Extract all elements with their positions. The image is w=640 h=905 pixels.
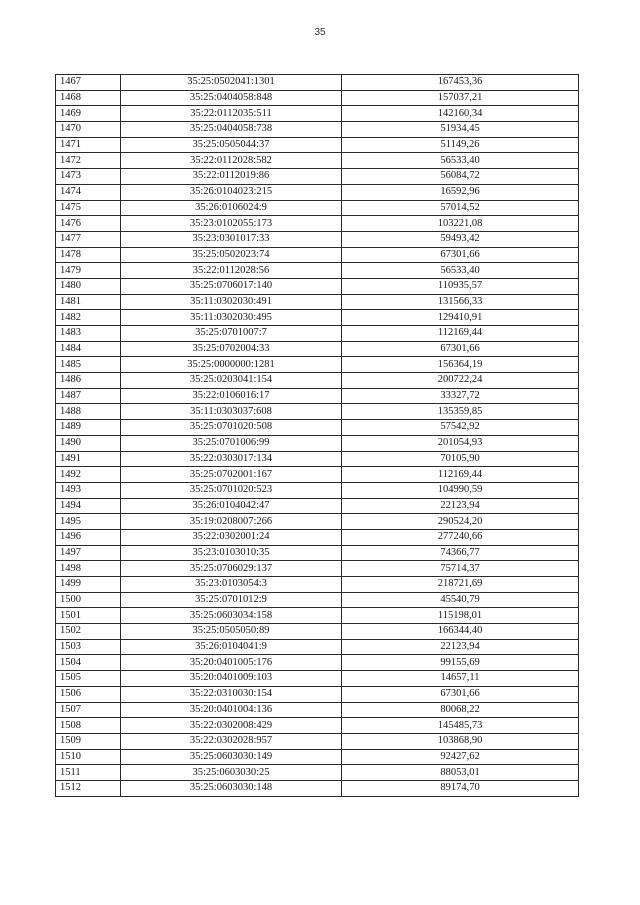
table-row [56, 608, 579, 624]
table-row [56, 278, 579, 294]
row-number-cell: 1505 [56, 671, 121, 687]
value-cell: 145485,73 [342, 718, 579, 734]
cadastral-number-cell: 35:22:0112019:86 [121, 169, 342, 185]
cadastral-number-cell: 35:25:0505044:37 [121, 137, 342, 153]
cadastral-number-cell: 35:22:0303017:134 [121, 451, 342, 467]
row-number-cell: 1502 [56, 624, 121, 640]
value-cell: 201054,93 [342, 435, 579, 451]
value-cell: 156364,19 [342, 357, 579, 373]
value-cell: 166344,40 [342, 624, 579, 640]
value-cell: 167453,36 [342, 75, 579, 91]
table-row [56, 545, 579, 561]
cadastral-number-cell: 35:25:0603030:148 [121, 780, 342, 796]
value-cell: 67301,66 [342, 341, 579, 357]
cadastral-number-cell: 35:22:0106016:17 [121, 388, 342, 404]
row-number-cell: 1484 [56, 341, 121, 357]
value-cell: 131566,33 [342, 294, 579, 310]
table-row [56, 388, 579, 404]
row-number-cell: 1503 [56, 639, 121, 655]
table-row [56, 420, 579, 436]
value-cell: 22123,94 [342, 639, 579, 655]
row-number-cell: 1508 [56, 718, 121, 734]
row-number-cell: 1491 [56, 451, 121, 467]
cadastral-number-cell: 35:25:0706017:140 [121, 278, 342, 294]
table-row [56, 153, 579, 169]
value-cell: 103221,08 [342, 216, 579, 232]
table-row [56, 75, 579, 91]
row-number-cell: 1486 [56, 373, 121, 389]
table-row [56, 686, 579, 702]
table-row [56, 733, 579, 749]
value-cell: 57542,92 [342, 420, 579, 436]
row-number-cell: 1499 [56, 577, 121, 593]
table-row [56, 310, 579, 326]
row-number-cell: 1467 [56, 75, 121, 91]
table-row [56, 247, 579, 263]
cadastral-number-cell: 35:26:0104042:47 [121, 498, 342, 514]
cadastral-number-cell: 35:25:0701007:7 [121, 326, 342, 342]
table-row [56, 326, 579, 342]
row-number-cell: 1494 [56, 498, 121, 514]
value-cell: 16592,96 [342, 184, 579, 200]
table-row [56, 90, 579, 106]
cadastral-number-cell: 35:25:0706029:137 [121, 561, 342, 577]
cadastral-number-cell: 35:26:0106024:9 [121, 200, 342, 216]
cadastral-number-cell: 35:11:0302030:491 [121, 294, 342, 310]
row-number-cell: 1480 [56, 278, 121, 294]
table-row [56, 373, 579, 389]
value-cell: 57014,52 [342, 200, 579, 216]
row-number-cell: 1492 [56, 467, 121, 483]
value-cell: 56533,40 [342, 263, 579, 279]
cadastral-number-cell: 35:25:0404058:738 [121, 122, 342, 138]
cadastral-number-cell: 35:25:0701020:523 [121, 482, 342, 498]
cadastral-number-cell: 35:20:0401009:103 [121, 671, 342, 687]
value-cell: 22123,94 [342, 498, 579, 514]
row-number-cell: 1501 [56, 608, 121, 624]
cadastral-number-cell: 35:22:0302008:429 [121, 718, 342, 734]
table-row [56, 169, 579, 185]
value-cell: 103868,90 [342, 733, 579, 749]
table-row [56, 106, 579, 122]
value-cell: 115198,01 [342, 608, 579, 624]
cadastral-number-cell: 35:22:0310030:154 [121, 686, 342, 702]
cadastral-number-cell: 35:25:0603030:149 [121, 749, 342, 765]
value-cell: 104990,59 [342, 482, 579, 498]
value-cell: 89174,70 [342, 780, 579, 796]
row-number-cell: 1496 [56, 529, 121, 545]
page-number: 35 [314, 27, 326, 38]
cadastral-number-cell: 35:25:0702004:33 [121, 341, 342, 357]
row-number-cell: 1498 [56, 561, 121, 577]
value-cell: 80068,22 [342, 702, 579, 718]
row-number-cell: 1477 [56, 231, 121, 247]
table-row [56, 765, 579, 781]
value-cell: 74366,77 [342, 545, 579, 561]
cadastral-number-cell: 35:25:0702001:167 [121, 467, 342, 483]
table-row [56, 780, 579, 796]
row-number-cell: 1468 [56, 90, 121, 106]
row-number-cell: 1474 [56, 184, 121, 200]
table-row [56, 184, 579, 200]
cadastral-number-cell: 35:25:0701012:9 [121, 592, 342, 608]
value-cell: 277240,66 [342, 529, 579, 545]
row-number-cell: 1475 [56, 200, 121, 216]
row-number-cell: 1472 [56, 153, 121, 169]
table-row [56, 294, 579, 310]
row-number-cell: 1490 [56, 435, 121, 451]
cadastral-number-cell: 35:26:0104041:9 [121, 639, 342, 655]
cadastral-number-cell: 35:25:0404058:848 [121, 90, 342, 106]
value-cell: 200722,24 [342, 373, 579, 389]
cadastral-number-cell: 35:22:0112028:582 [121, 153, 342, 169]
cadastral-number-cell: 35:25:0203041:154 [121, 373, 342, 389]
value-cell: 92427,62 [342, 749, 579, 765]
row-number-cell: 1470 [56, 122, 121, 138]
value-cell: 51149,26 [342, 137, 579, 153]
cadastral-number-cell: 35:23:0103054:3 [121, 577, 342, 593]
value-cell: 129410,91 [342, 310, 579, 326]
value-cell: 112169,44 [342, 467, 579, 483]
row-number-cell: 1471 [56, 137, 121, 153]
cadastral-number-cell: 35:19:0208007:266 [121, 514, 342, 530]
table-row [56, 592, 579, 608]
table-row [56, 561, 579, 577]
cadastral-number-cell: 35:25:0701006:99 [121, 435, 342, 451]
cadastral-number-cell: 35:25:0502041:1301 [121, 75, 342, 91]
table-row [56, 122, 579, 138]
value-cell: 290524,20 [342, 514, 579, 530]
value-cell: 51934,45 [342, 122, 579, 138]
row-number-cell: 1489 [56, 420, 121, 436]
row-number-cell: 1479 [56, 263, 121, 279]
table-row [56, 671, 579, 687]
cadastral-number-cell: 35:25:0701020:508 [121, 420, 342, 436]
table-row [56, 655, 579, 671]
table-row [56, 702, 579, 718]
cadastral-number-cell: 35:25:0502023:74 [121, 247, 342, 263]
cadastral-number-cell: 35:25:0603034:158 [121, 608, 342, 624]
value-cell: 75714,37 [342, 561, 579, 577]
row-number-cell: 1504 [56, 655, 121, 671]
row-number-cell: 1469 [56, 106, 121, 122]
value-cell: 110935,57 [342, 278, 579, 294]
cadastral-number-cell: 35:22:0112035:511 [121, 106, 342, 122]
table-row [56, 482, 579, 498]
table-row [56, 451, 579, 467]
cadastral-number-cell: 35:23:0301017:33 [121, 231, 342, 247]
cadastral-number-cell: 35:23:0102055:173 [121, 216, 342, 232]
row-number-cell: 1500 [56, 592, 121, 608]
value-cell: 56533,40 [342, 153, 579, 169]
table-row [56, 514, 579, 530]
cadastral-number-cell: 35:11:0302030:495 [121, 310, 342, 326]
cadastral-number-cell: 35:22:0302028:957 [121, 733, 342, 749]
table-row [56, 577, 579, 593]
row-number-cell: 1506 [56, 686, 121, 702]
cadastral-number-cell: 35:23:0103010:35 [121, 545, 342, 561]
row-number-cell: 1507 [56, 702, 121, 718]
table-row [56, 263, 579, 279]
value-cell: 88053,01 [342, 765, 579, 781]
table-row [56, 749, 579, 765]
row-number-cell: 1482 [56, 310, 121, 326]
registry-table [55, 74, 579, 797]
row-number-cell: 1488 [56, 404, 121, 420]
row-number-cell: 1487 [56, 388, 121, 404]
row-number-cell: 1495 [56, 514, 121, 530]
cadastral-number-cell: 35:25:0505050:89 [121, 624, 342, 640]
value-cell: 33327,72 [342, 388, 579, 404]
table-row [56, 216, 579, 232]
table-row [56, 529, 579, 545]
row-number-cell: 1512 [56, 780, 121, 796]
table-row [56, 404, 579, 420]
row-number-cell: 1510 [56, 749, 121, 765]
table-row [56, 231, 579, 247]
value-cell: 67301,66 [342, 686, 579, 702]
value-cell: 142160,34 [342, 106, 579, 122]
row-number-cell: 1493 [56, 482, 121, 498]
table-row [56, 357, 579, 373]
row-number-cell: 1497 [56, 545, 121, 561]
cadastral-number-cell: 35:22:0302001:24 [121, 529, 342, 545]
table-row [56, 137, 579, 153]
value-cell: 56084,72 [342, 169, 579, 185]
cadastral-number-cell: 35:25:0603030:25 [121, 765, 342, 781]
cadastral-number-cell: 35:25:0000000:1281 [121, 357, 342, 373]
value-cell: 112169,44 [342, 326, 579, 342]
table-row [56, 435, 579, 451]
row-number-cell: 1481 [56, 294, 121, 310]
row-number-cell: 1476 [56, 216, 121, 232]
table-row [56, 639, 579, 655]
value-cell: 99155,69 [342, 655, 579, 671]
row-number-cell: 1473 [56, 169, 121, 185]
cadastral-number-cell: 35:20:0401004:136 [121, 702, 342, 718]
value-cell: 59493,42 [342, 231, 579, 247]
value-cell: 67301,66 [342, 247, 579, 263]
table-row [56, 341, 579, 357]
table-body [56, 75, 579, 797]
row-number-cell: 1478 [56, 247, 121, 263]
row-number-cell: 1483 [56, 326, 121, 342]
row-number-cell: 1511 [56, 765, 121, 781]
table-row [56, 718, 579, 734]
value-cell: 45540,79 [342, 592, 579, 608]
cadastral-number-cell: 35:20:0401005:176 [121, 655, 342, 671]
value-cell: 157037,21 [342, 90, 579, 106]
value-cell: 135359,85 [342, 404, 579, 420]
value-cell: 70105,90 [342, 451, 579, 467]
value-cell: 14657,11 [342, 671, 579, 687]
row-number-cell: 1485 [56, 357, 121, 373]
cadastral-number-cell: 35:11:0303037:608 [121, 404, 342, 420]
table-row [56, 498, 579, 514]
table-row [56, 624, 579, 640]
row-number-cell: 1509 [56, 733, 121, 749]
value-cell: 218721,69 [342, 577, 579, 593]
table-row [56, 200, 579, 216]
cadastral-number-cell: 35:26:0104023:215 [121, 184, 342, 200]
table-row [56, 467, 579, 483]
cadastral-number-cell: 35:22:0112028:56 [121, 263, 342, 279]
